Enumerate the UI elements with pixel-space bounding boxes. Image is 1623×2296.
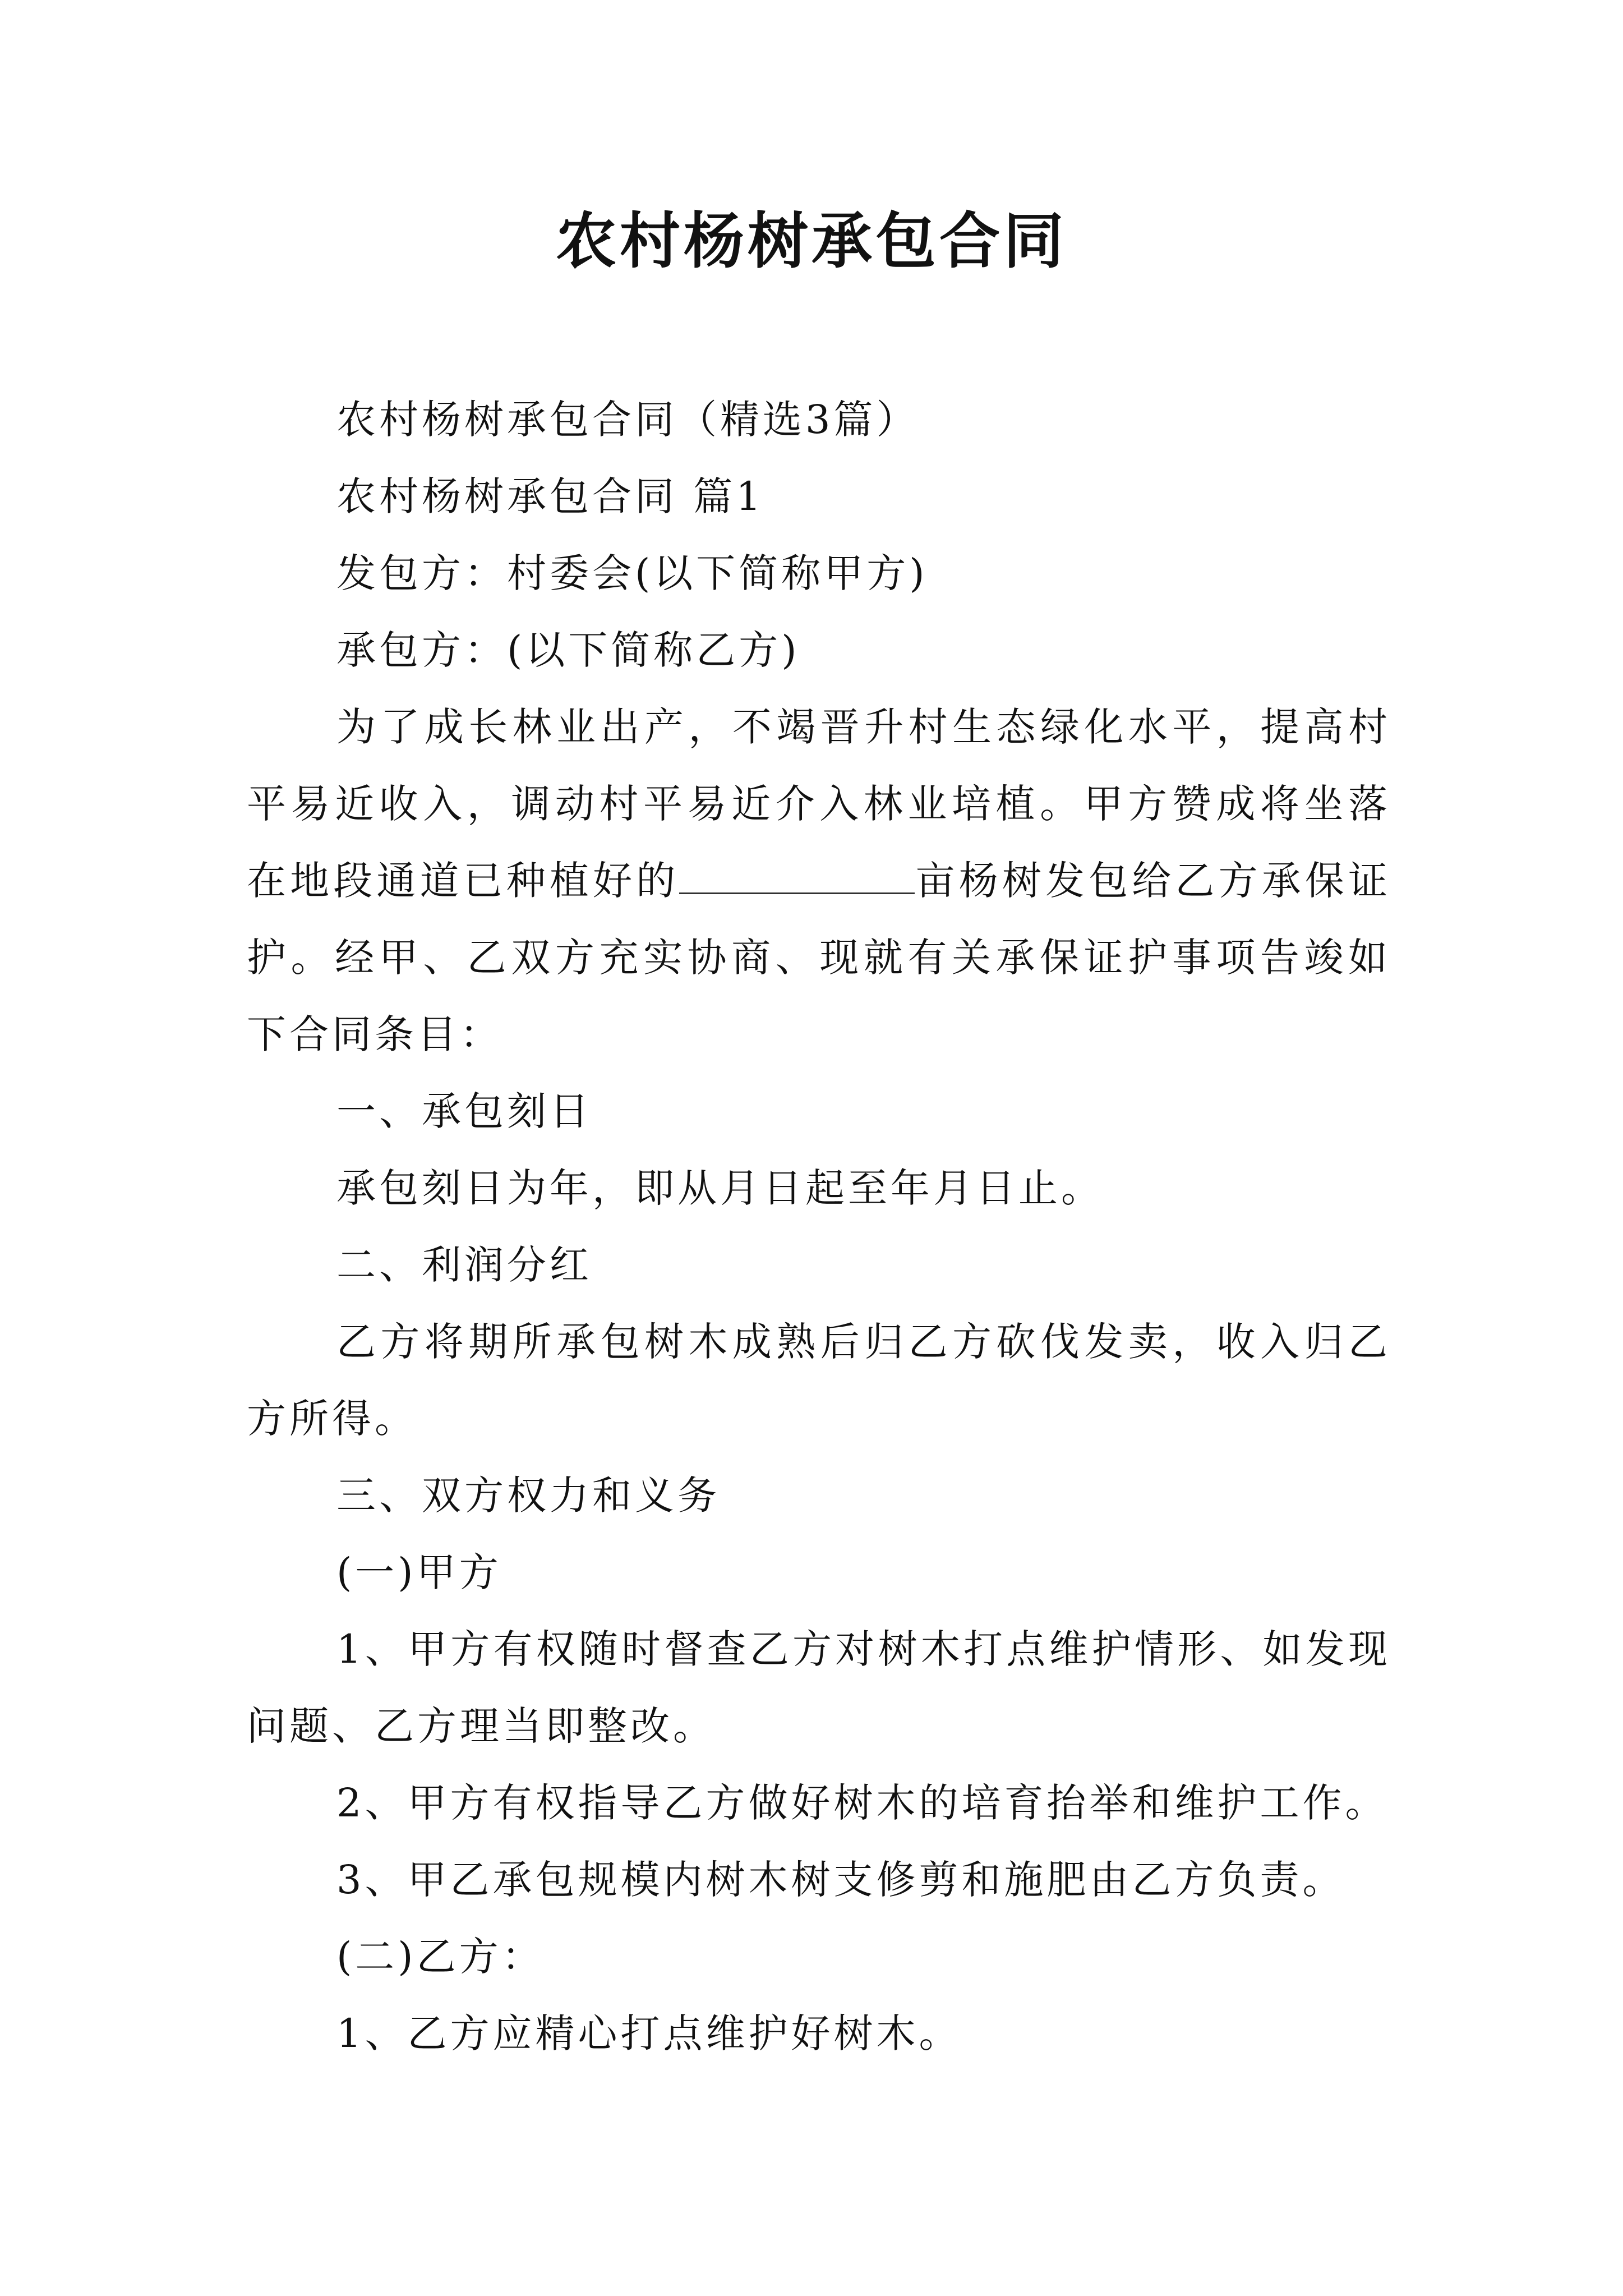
paragraph-subtitle: 农村杨树承包合同（精选3篇） <box>336 397 919 443</box>
party-a-item-1: 1、甲方有权随时督查乙方对树木打点维护情形、如发现问题、乙方理当即整改。 <box>247 1626 1391 1749</box>
party-a-item-3: 3、甲乙承包规模内树木树支修剪和施肥由乙方负责。 <box>336 1857 1345 1903</box>
section-heading-term: 一、承包刻日 <box>336 1088 592 1134</box>
document-body <box>247 381 1391 2072</box>
party-b-item-1: 1、乙方应精心打点维护好树木。 <box>336 2010 962 2056</box>
fill-in-blank <box>679 853 915 894</box>
intro-text-part1: 为了成长林业出产，不竭晋升村生态绿化水平，提高村平易近收入，调动村平易近介入林业培植。甲方赞成将坐落在地段通道已种植好的 <box>247 704 1391 904</box>
paragraph-part-heading: 农村杨树承包合同 篇1 <box>336 473 764 519</box>
subheading-party-a: (一)甲方 <box>336 1549 502 1595</box>
section-heading-rights: 三、双方权力和义务 <box>336 1473 720 1519</box>
document-title: 农村杨树承包合同 <box>555 206 1067 277</box>
section-heading-profit: 二、利润分红 <box>336 1242 592 1288</box>
paragraph-term: 承包刻日为年，即从月日起至年月日止。 <box>336 1165 1104 1211</box>
paragraph-contractee: 承包方：(以下简称乙方) <box>336 627 800 673</box>
paragraph-contractor: 发包方：村委会(以下简称甲方) <box>336 550 928 596</box>
party-a-item-2: 2、甲方有权指导乙方做好树木的培育抬举和维护工作。 <box>336 1780 1388 1826</box>
intro-text-part2: 亩杨树发包给乙方承保证护。经甲、乙双方充实协商、现就有关承保证护事项告竣如下合同条目： <box>247 858 1391 1057</box>
paragraph-profit: 乙方将期所承包树木成熟后归乙方砍伐发卖，收入归乙方所得。 <box>247 1319 1391 1442</box>
subheading-party-b: (二)乙方： <box>336 1934 545 1980</box>
paragraph-intro <box>247 689 1391 1073</box>
